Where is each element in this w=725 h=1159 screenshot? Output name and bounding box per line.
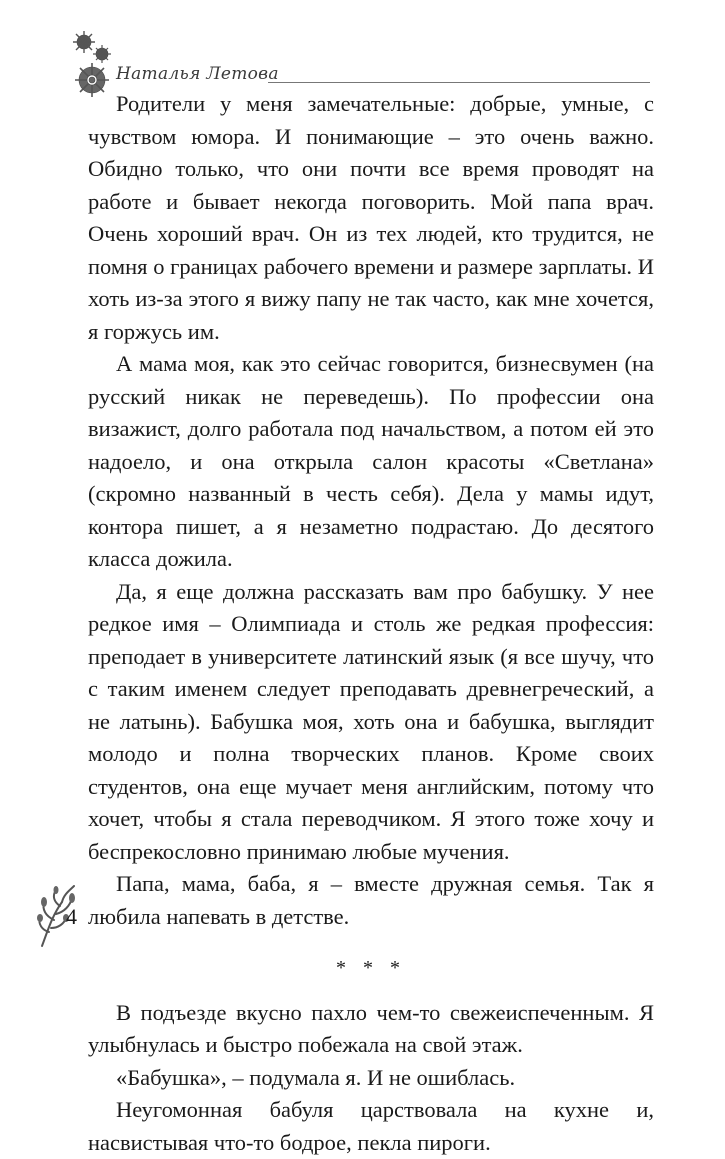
paragraph: Родители у меня замечательные: добрые, умные, с чувством юмора. И понимающие – это очень важно. Обидно только, что они почти все время проводят на работе и бывает некогда поговорить. Мой папа врач. Очень хороший врач. Он из тех людей, кто трудится, не помня о границах рабочего времени и размере зарплаты. И хоть из-за этого я вижу папу не так часто, как мне хочется, я горжусь им. (88, 91, 654, 344)
paragraph: Папа, мама, баба, я – вместе дружная семья. Так я любила напевать в детстве. (88, 871, 654, 929)
paragraph: В подъезде вкусно пахло чем-то свежеиспеченным. Я улыбнулась и быстро побежала на свой этаж. (88, 999, 654, 1057)
page-body (88, 88, 654, 1159)
paragraph: Неугомонная бабуля царствовала на кухне и, насвистывая что-то бодрое, пекла пироги. (88, 1097, 654, 1155)
section-separator: * * * (336, 957, 406, 979)
page-number: 4 (66, 904, 77, 929)
floral-ornament-icon (34, 880, 90, 950)
paragraph: А мама моя, как это сейчас говорится, бизнесвумен (на русский никак не переведешь). По профессии она визажист, долго работала под начальством, а потом ей это надоело, и она открыла салон красоты «Светлана» (скромно названный в честь себя). Дела у мамы идут, контора пишет, а я незаметно подрастаю. До десятого класса дожила. (88, 351, 654, 571)
running-header-author: Наталья Летова (116, 64, 279, 84)
paragraph: «Бабушка», – подумала я. И не ошиблась. (116, 1064, 516, 1090)
header-rule (268, 82, 650, 83)
paragraph: Да, я еще должна рассказать вам про бабушку. У нее редкое имя – Олимпиада и столь же редкая профессия: преподает в университете латинский язык (я все шучу, что с таким именем следует преподавать древнегреческий, а не латынь). Бабушка моя, хоть она и бабушка, выглядит молодо и полна творческих планов. Кроме своих студентов, она еще мучает меня английским, потому что хочет, чтобы я стала переводчиком. Я этого тоже хочу и беспрекословно принимаю любые мучения. (88, 578, 654, 864)
